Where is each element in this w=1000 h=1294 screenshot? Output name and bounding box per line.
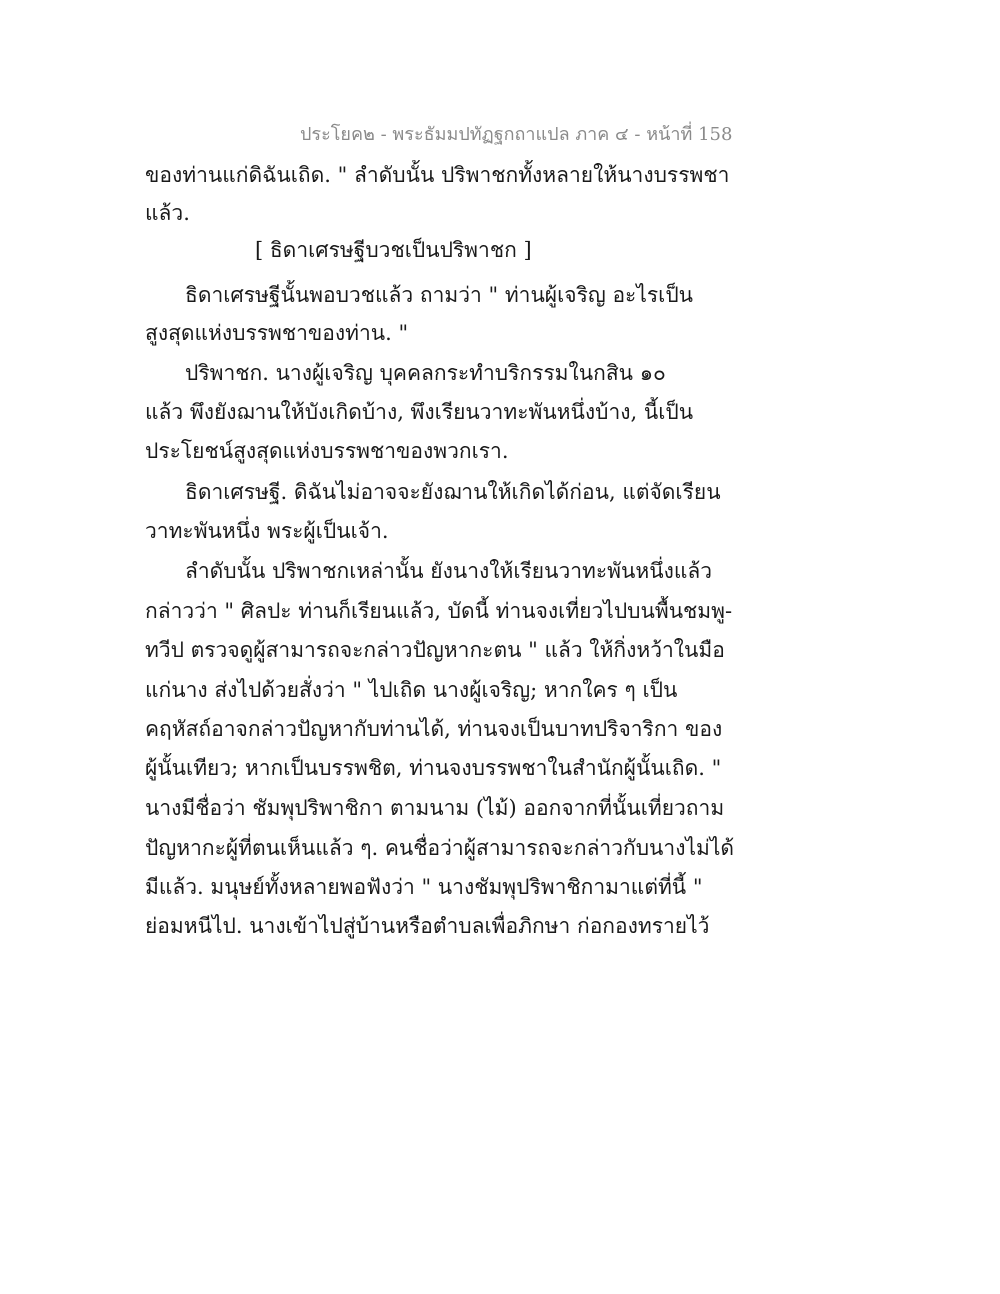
- text-line-17: นางมีชื่อว่า ชัมพุปริพาชิกา ตามนาม (ไม้) ออกจากที่นั้นเที่ยวถาม: [145, 796, 725, 820]
- text-line-10: วาทะพันหนึ่ง พระผู้เป็นเจ้า.: [145, 519, 389, 543]
- running-header: ประโยค๒ - พระธัมมปทัฏฐกถาแปล ภาค ๔ - หน้าที่ 158: [300, 124, 733, 145]
- text-line-4: ธิดาเศรษฐีนั้นพอบวชแล้ว ถามว่า " ท่านผู้เจริญ อะไรเป็น: [185, 283, 694, 307]
- text-line-8: ประโยชน์สูงสุดแห่งบรรพชาของพวกเรา.: [145, 439, 509, 463]
- text-line-6: ปริพาชก. นางผู้เจริญ บุคคลกระทำบริกรรมในกสิน ๑๐: [185, 361, 666, 385]
- text-line-12: กล่าวว่า " ศิลปะ ท่านก็เรียนแล้ว, บัดนี้ ท่านจงเที่ยวไปบนพื้นชมพู-: [145, 599, 733, 623]
- text-line-18: ปัญหากะผู้ที่ตนเห็นแล้ว ๆ. คนชื่อว่าผู้สามารถจะกล่าวกับนางไม่ได้: [145, 836, 735, 860]
- section-heading: [ ธิดาเศรษฐีบวชเป็นปริพาชก ]: [255, 238, 532, 262]
- text-line-13: ทวีป ตรวจดูผู้สามารถจะกล่าวปัญหากะตน " แล้ว ให้กิ่งหว้าในมือ: [145, 638, 725, 662]
- text-line-16: ผู้นั้นเทียว; หากเป็นบรรพชิต, ท่านจงบรรพชาในสำนักผู้นั้นเถิด. ": [145, 756, 722, 780]
- text-line-9: ธิดาเศรษฐี. ดิฉันไม่อาจจะยังฌานให้เกิดได้ก่อน, แต่จัดเรียน: [185, 480, 721, 504]
- text-line-15: คฤหัสถ์อาจกล่าวปัญหากับท่านได้, ท่านจงเป็นบาทปริจาริกา ของ: [145, 717, 723, 741]
- text-line-19: มีแล้ว. มนุษย์ทั้งหลายพอฟังว่า " นางชัมพุปริพาชิกามาแต่ที่นี้ ": [145, 875, 703, 899]
- text-line-2: แล้ว.: [145, 201, 190, 225]
- text-line-14: แก่นาง ส่งไปด้วยสั่งว่า " ไปเถิด นางผู้เจริญ; หากใคร ๆ เป็น: [145, 678, 678, 702]
- text-line-11: ลำดับนั้น ปริพาชกเหล่านั้น ยังนางให้เรียนวาทะพันหนึ่งแล้ว: [185, 559, 713, 583]
- text-line-1: ของท่านแก่ดิฉันเถิด. " ลำดับนั้น ปริพาชกทั้งหลายให้นางบรรพชา: [145, 163, 730, 187]
- text-line-7: แล้ว พึงยังฌานให้บังเกิดบ้าง, พึงเรียนวาทะพันหนึ่งบ้าง, นี้เป็น: [145, 400, 694, 424]
- text-line-20: ย่อมหนีไป. นางเข้าไปสู่บ้านหรือตำบลเพื่อภิกษา ก่อกองทรายไว้: [145, 914, 710, 938]
- text-line-5: สูงสุดแห่งบรรพชาของท่าน. ": [145, 321, 409, 345]
